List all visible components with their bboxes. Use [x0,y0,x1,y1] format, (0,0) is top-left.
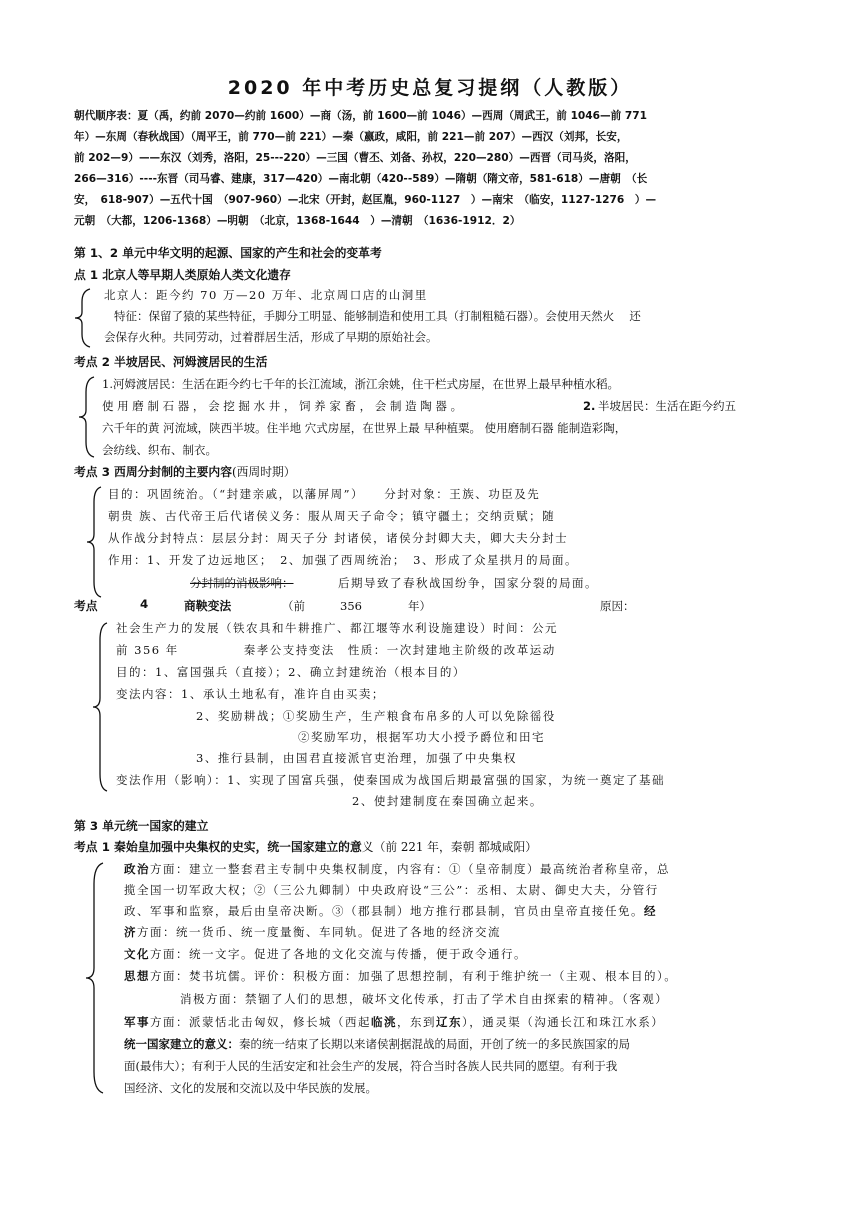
point4-heading-label: 考点 [74,599,98,613]
point2-line: 1.河姆渡居民：生活在距今约七千年的长江流域，浙江余姚，住干栏式房屋，在世界上最早种植水稻。 [102,377,619,391]
point2-line: 六千年的黄 河流域，陕西半坡。住半地 穴式房屋，在世界上最 早种植粟。 使用磨制石器 能制造彩陶， [102,421,627,435]
chronology-line: 年）—东周（春秋战国）（周平王，前 770—前 221）—秦（嬴政，咸阳，前 221—前 207）—西汉（刘邦，长安， [74,131,628,143]
point1-heading: 点 1 北京人等早期人类原始人类文化遗存 [74,268,291,282]
chronology-line: 前 202—9）——东汉（刘秀，洛阳，25---220）—三国（曹丕、刘备、孙权，220—280）—西晋（司马炎，洛阳， [74,152,636,164]
point3-heading-text: 考点 3 西周分封制的主要内容 [74,465,232,479]
point2-line: 会纺线、织布、制衣。 [102,443,217,457]
culture-line [124,944,527,965]
point1-line: 特征：保留了猿的某些特征，手脚分工明显、能够制造和使用工具（打制粗糙石器）。会使用天然火 还 [114,309,641,323]
point4-heading-part: （前 [282,599,305,613]
significance-line: 国经济、文化的发展和交流以及中华民族的发展。 [124,1081,377,1095]
point4-heading-title: 商鞅变法 [184,599,232,613]
point1-line: 会保存火种。共同劳动，过着群居生活，形成了早期的原始社会。 [104,330,438,344]
point4-line: 变法内容：1、承认土地私有，准许自由买卖； [116,687,385,701]
point3-strike-text: 分封制的消极影响： [190,576,294,590]
military-place: 辽东 [436,1015,462,1029]
chronology-line: 朝代顺序表：夏（禹，约前 2070—约前 1600）—商（汤，前 1600—前 1046）—西周（周武王，前 1046—前 771 [74,110,648,122]
politics-label: 政治 [124,862,150,876]
economy-line [124,922,501,943]
point4-line: 目的：1、富国强兵（直接）；2、确立封建统治（根本目的） [116,665,466,679]
chronology-line: 元朝 （大都，1206-1368）—明朝 （北京，1368-1644 ）—清朝 （1636-1912．2） [74,215,521,227]
politics-text: 政、军事和监察，最后由皇帝决断。③（郡县制）地方推行郡县制，官员由皇帝直接任免。 [124,904,644,918]
military-text: ，东到 [397,1015,436,1029]
point4-line: 变法作用（影响）：1、实现了国富兵强，使秦国成为战国后期最富强的国家，为统一奠定了基础 [116,773,666,787]
culture-text: 方面：统一文字。促进了各地的文化交流与传播，便于政令通行。 [150,947,527,961]
point3-heading-note: (西周时期） [232,465,296,479]
culture-label: 文化 [124,947,150,961]
document-title: 2020 年中考历史总复习提纲（人教版） [227,77,633,99]
point4-heading-part: 356 [340,599,362,613]
politics-line: 揽全国一切军政大权；②（三公九卿制）中央政府设“三公”：丞相、太尉、御史大夫，分管行 [124,883,659,897]
significance-text: 秦的统一结束了长期以来诸侯割据混战的局面，开创了统一的多民族国家的局 [239,1037,630,1051]
unit12-heading: 第 1、2 单元中华文明的起源、国家的产生和社会的变革考 [74,246,382,260]
military-text: 方面：派蒙恬北击匈奴，修长城（西起 [150,1015,371,1029]
point4-heading-part: 年） [408,599,431,613]
point4-line: 2、使封建制度在秦国确立起来。 [352,794,543,808]
point4-line: ②奖励军功，根据军功大小授予爵位和田宅 [298,730,545,744]
point2-line: 半坡居民：生活在距今约五 [598,399,736,413]
left-brace-icon [90,622,110,792]
point3-line: 目的：巩固统治。（“封建亲戚，以藩屏周”） 分封对象：王族、功臣及先 [108,487,541,501]
significance-label: 统一国家建立的意义： [124,1037,239,1051]
economy-label-start: 经 [644,904,657,918]
unit3-heading: 第 3 单元统一国家的建立 [74,819,209,833]
chronology-line: 安， 618-907）—五代十国 （907-960）—北宋（开封，赵匡胤，960-1127 ）—南宋 （临安，1127-1276 ）— [74,194,657,206]
politics-line [124,901,657,922]
point2-heading: 考点 2 半坡居民、河姆渡居民的生活 [74,355,268,369]
point3-line: 后期导致了春秋战国纷争，国家分裂的局面。 [338,576,598,590]
point2-line: 使 用 磨 制 石 器 ， 会 挖 掘 水 井 ， 饲 养 家 畜 ， 会 制 造 陶 器 。 [102,399,463,413]
thought-label: 思想 [124,969,150,983]
thought-line [124,966,677,987]
significance-line [124,1034,630,1055]
point4-line: 2、奖励耕战；①奖励生产，生产粮食布帛多的人可以免除徭役 [196,709,556,723]
unit3-point1-heading [74,838,537,855]
military-label: 军事 [124,1015,150,1029]
left-brace-icon [84,862,106,1094]
unit3-point1-heading-text: 考点 1 秦始皇加强中央集权的史实，统一国家建立的意 [74,840,362,854]
military-text: ），通灵渠（沟通长江和珠江水系） [462,1015,665,1029]
point4-line: 前 356 年 秦孝公支持变法 性质：一次封建地主阶级的改革运动 [116,643,556,657]
significance-line: 面(最伟大）；有利于人民的生活安定和社会生产的发展，符合当时各族人民共同的愿望。有利于我 [124,1059,618,1073]
left-brace-icon [76,376,98,458]
point3-line: 从作战分封特点：层层分封：周天子分 封诸侯，诸侯分封卿大夫，卿大夫分封士 [108,531,569,545]
point3-heading [74,463,296,480]
point4-heading-part: 原因： [600,599,635,613]
point2-number: 2. [583,399,596,413]
point4-line: 3、推行县制，由国君直接派官吏治理，加强了中央集权 [196,751,517,765]
economy-label-end: 济 [124,925,137,939]
dynasty-chronology [74,106,786,232]
military-line [124,1012,664,1033]
point1-line: 北京人：距今约 70 万—20 万年、北京周口店的山洞里 [104,288,428,302]
left-brace-icon [72,288,94,348]
left-brace-icon [84,486,104,598]
point4-line: 社会生产力的发展（铁农具和牛耕推广、都江堰等水利设施建设）时间：公元 [116,621,558,635]
point3-line: 朝贵 族、古代帝王后代诸侯义务：服从周天子命令；镇守疆土；交纳贡赋；随 [108,509,556,523]
military-place: 临洮 [371,1015,397,1029]
unit3-point1-heading-tail: 义（前 221 年，秦朝 都城咸阳） [361,840,538,854]
thought-line: 消极方面：禁锢了人们的思想，破坏文化传承，打击了学术自由探索的精神。（客观） [180,992,669,1006]
point3-line: 作用：1、开发了边远地区； 2、加强了西周统治； 3、形成了众星拱月的局面。 [108,553,578,567]
chronology-line: 266—316）----东晋（司马睿、建康，317—420）—南北朝（420--589）—隋朝（隋文帝，581-618）—唐朝 （长 [74,173,648,185]
politics-line [124,859,670,880]
point4-heading-number: 4 [140,597,149,611]
economy-text: 方面：统一货币、统一度量衡、车同轨。促进了各地的经济交流 [137,925,501,939]
thought-text: 方面：焚书坑儒。评价：积极方面：加强了思想控制，有利于维护统一（主观、根本目的）。 [150,969,678,983]
politics-text: 方面：建立一整套君主专制中央集权制度，内容有：①（皇帝制度）最高统治者称皇帝，总 [150,862,670,876]
